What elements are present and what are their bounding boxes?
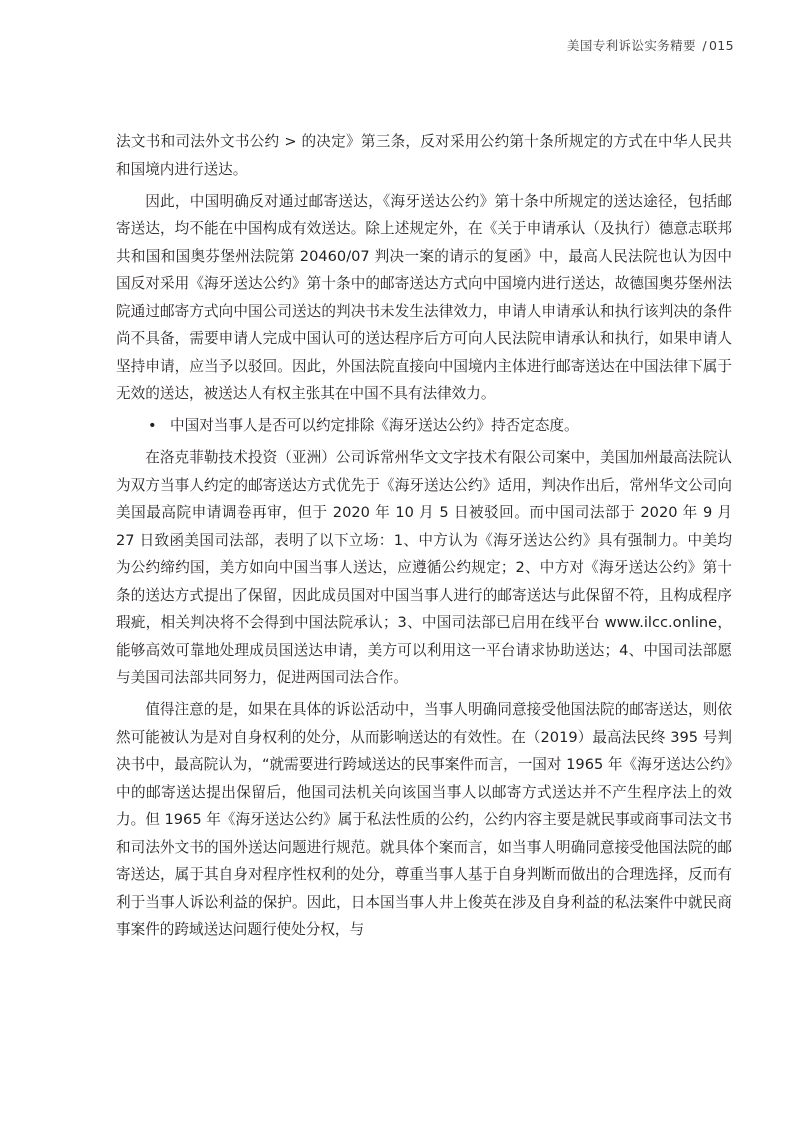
paragraph: 在洛克菲勒技术投资（亚洲）公司诉常州华文文字技术有限公司案中，美国加州最高法院认为双方当事人约定的邮寄送达方式优先于《海牙送达公约》适用，判决作出后，常州华文公司向美国最高院申请调卷再审，但于 2020 年 10 月 5 日被驳回。而中国司法部于 2020 年 9 月 27 日致函美国司法部，表明了以下立场：1、中方认为《海牙送达公约》具有强制力。中美均为公约缔约国，美方如向中国当事人送达，应遵循公约规定；2、中方对《海牙送达公约》第十条的送达方式提出了保留，因此成员国对中国当事人进行的邮寄送达与此保留不符，且构成程序瑕疵，相关判决将不会得到中国法院承认；3、中国司法部已启用在线平台 www.ilcc.online，能够高效可靠地处理成员国送达申请，美方可以利用这一平台请求协助送达；4、中国司法部愿与美国司法部共同努力，促进两国司法合作。 bbox=[116, 449, 732, 686]
body-text bbox=[116, 128, 732, 948]
bullet-text: 中国对当事人是否可以约定排除《海牙送达公约》持否定态度。 bbox=[170, 417, 579, 434]
paragraph: 值得注意的是，如果在具体的诉讼活动中，当事人明确同意接受他国法院的邮寄送达，则依然可能被认为是对自身权利的处分，从而影响送达的有效性。在（2019）最高法民终 395 号判决书中，最高院认为，“就需要进行跨域送达的民事案件而言，一国对 1965 年《海牙送达公约》中的邮寄送达提出保留后，他国司法机关向该国当事人以邮寄方式送达并不产生程序法上的效力。但 1965 年《海牙送达公约》属于私法性质的公约，公约内容主要是就民事或商事司法文书和司法外文书的国外送达问题进行规范。就具体个案而言，如当事人明确同意接受他国法院的邮寄送达，属于其自身对程序性权利的处分，尊重当事人基于自身判断而做出的合理选择，反而有利于当事人诉讼利益的保护。因此，日本国当事人井上俊英在涉及自身利益的私法案件中就民商事案件的跨域送达问题行使处分权，与 bbox=[116, 701, 732, 938]
paragraph: 因此，中国明确反对通过邮寄送达，《海牙送达公约》第十条中所规定的送达途径，包括邮寄送达，均不能在中国构成有效送达。除上述规定外，在《关于申请承认（及执行）德意志联邦共和国和国奥芬堡州法院第 20460/07 判决一案的请示的复函》中，最高人民法院也认为因中国反对采用《海牙送达公约》第十条中的邮寄送达方式向中国境内进行送达，故德国奥芬堡州法院通过邮寄方式向中国公司送达的判决书未发生法律效力，申请人申请承认和执行该判决的条件尚不具备，需要申请人完成中国认可的送达程序后方可向人民法院申请承认和执行，如果申请人坚持申请，应当予以驳回。因此，外国法院直接向中国境内主体进行邮寄送达在中国法律下属于无效的送达，被送达人有权主张其在中国不具有法律效力。 bbox=[116, 192, 732, 402]
header-separator: / bbox=[702, 38, 707, 53]
running-header bbox=[567, 36, 734, 54]
page-number: 015 bbox=[708, 38, 734, 53]
book-title: 美国专利诉讼实务精要 bbox=[566, 38, 696, 53]
paragraph-continued: 法文书和司法外文书公约 > 的决定》第三条，反对采用公约第十条所规定的方式在中华人民共和国境内进行送达。 bbox=[116, 133, 732, 178]
bullet-item bbox=[116, 412, 732, 440]
bullet-marker: • bbox=[148, 417, 157, 434]
